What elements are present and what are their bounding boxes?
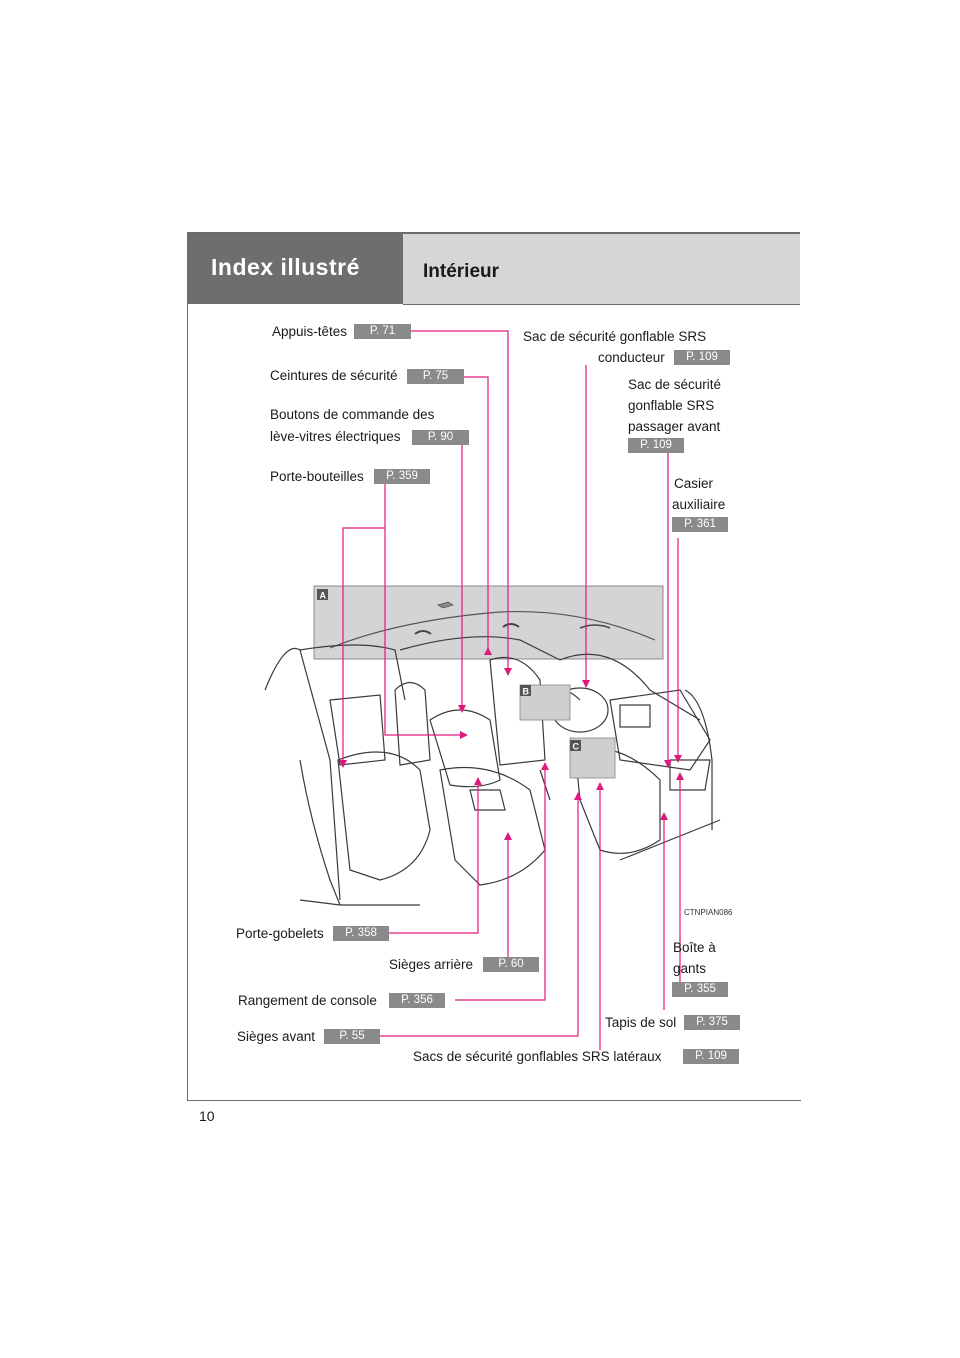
label-rear-seats: Sièges arrière [389,957,474,972]
page-ref-driver-airbag[interactable]: P. 109 [674,350,730,365]
floor-line [620,820,720,860]
label-glove-box-line1: Boîte à [673,940,716,955]
arrow-driver-airbag [582,680,590,688]
subsection-title: Intérieur [423,261,500,282]
label-driver-airbag-line2: conducteur [598,350,665,365]
page-ref-glove-box[interactable]: P. 355 [672,982,728,997]
label-passenger-airbag-line2: gonflable SRS [628,398,715,413]
page-ref-rear-seats[interactable]: P. 60 [483,957,539,972]
arrow-glove-box [676,772,684,780]
label-passenger-airbag-line1: Sac de sécurité [628,377,722,392]
label-headrests: Appuis-têtes [272,324,348,339]
image-code: CTNPIAN086 [684,908,733,917]
page-ref-floor-mats[interactable]: P. 375 [684,1015,740,1030]
label-floor-mats: Tapis de sol [605,1015,677,1030]
dashboard [610,690,710,770]
rear-headrest-left [395,683,430,766]
arrow-floor-mats [660,812,668,820]
arrow-side-airbags [596,782,604,790]
leader-cup-holders [389,785,478,933]
page-ref-headrests[interactable]: P. 71 [354,324,411,339]
arrow-windows [458,705,466,713]
page-ref-console[interactable]: P. 356 [389,993,445,1008]
page-ref-windows[interactable]: P. 90 [412,430,469,445]
center-console-panel [620,705,650,727]
glove-box [670,760,710,790]
marker-a-label: A [319,590,326,601]
label-driver-airbag-line1: Sac de sécurité gonflable SRS [523,329,707,344]
page-number: 10 [199,1108,215,1124]
label-windows-line1: Boutons de commande des [270,407,435,422]
rear-cupholder [470,790,505,810]
label-side-airbags: Sacs de sécurité gonflables SRS latéraux [413,1049,662,1064]
label-passenger-airbag-line3: passager avant [628,419,721,434]
marker-c-label: C [572,741,579,752]
label-glove-box-line2: gants [673,961,707,976]
leader-windows [462,438,469,705]
arrow-cup-holders [474,777,482,785]
page-ref-side-airbags[interactable]: P. 109 [683,1049,739,1064]
page-ref-front-seats[interactable]: P. 55 [324,1029,380,1044]
car-interior-drawing [265,637,720,905]
label-front-seats: Sièges avant [237,1029,316,1044]
page-ref-bottle-holders[interactable]: P. 359 [374,469,430,484]
page-ref-aux-box[interactable]: P. 361 [672,517,728,532]
arrow-aux-box [674,755,682,763]
rear-seat-left [338,752,430,880]
marker-b-label: B [522,686,529,697]
rear-floor [300,900,420,905]
page-ref-seatbelts[interactable]: P. 75 [407,369,464,384]
label-bottle-holders: Porte-bouteilles [270,469,364,484]
arrow-headrests [504,668,512,676]
windshield-edge [560,654,700,720]
label-cup-holders: Porte-gobelets [236,926,324,941]
arrow-rear-seats [504,832,512,840]
arrow-front-seats [574,792,582,800]
rear-door-edge [300,760,340,905]
rear-seat-right [440,768,545,886]
label-windows-line2: lève-vitres électriques [270,429,401,444]
label-seatbelts: Ceintures de sécurité [270,368,398,383]
label-aux-box-line2: auxiliaire [672,497,726,512]
section-title: Index illustré [211,254,360,280]
page-ref-passenger-airbag[interactable]: P. 109 [628,438,684,453]
arrow-bottle-a [460,731,468,739]
leader-arrowheads [339,647,684,840]
label-aux-box-line1: Casier [674,476,714,491]
label-console: Rangement de console [238,993,377,1008]
page-ref-cup-holders[interactable]: P. 358 [333,926,389,941]
arrow-console [541,762,549,770]
